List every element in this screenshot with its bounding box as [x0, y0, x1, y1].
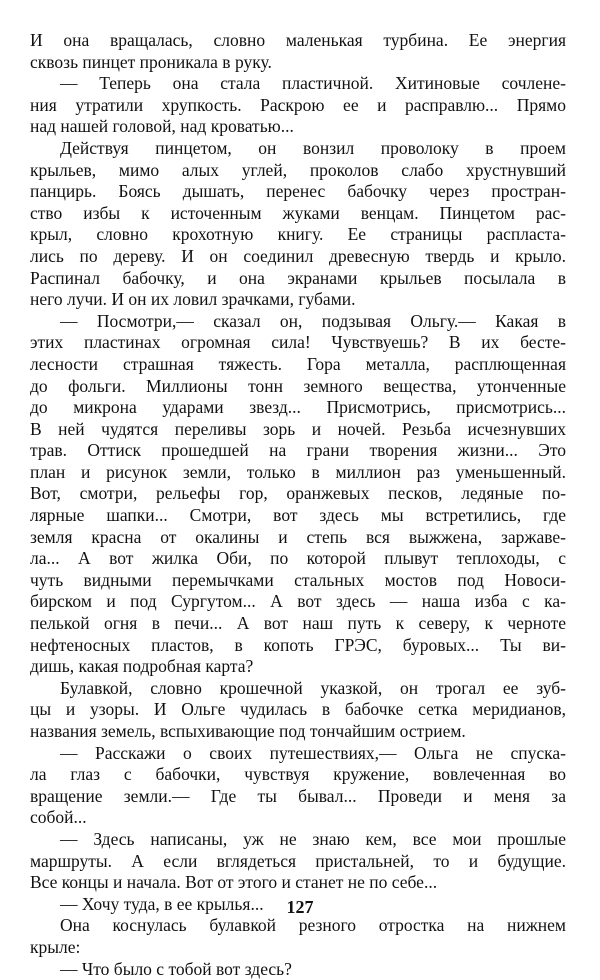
text-line: — Здесь написаны, уж не знаю кем, все мои прошлые	[60, 828, 566, 849]
text-line: собой...	[30, 807, 87, 828]
text-line: план и рисунок земли, только в миллион раз уменьшенный.	[30, 461, 566, 482]
text-line: трав. Оттиск прошедшей на грани творения жизни... Это	[30, 440, 566, 461]
paragraph	[30, 915, 566, 958]
text-line: Действуя пинцетом, он вонзил проволоку в проем	[60, 137, 566, 158]
text-line: — Хочу туда, в ее крылья...	[60, 893, 264, 914]
text-line: Она коснулась булавкой резного отростка на нижнем	[60, 915, 566, 936]
text-line: И она вращалась, словно маленькая турбина. Ее энергия	[30, 30, 566, 50]
text-line: крыл, словно крохотную книгу. Ее страницы распласта-	[30, 224, 566, 245]
paragraph	[30, 743, 566, 829]
text-line: сквозь пинцет проникала в руку.	[30, 51, 272, 72]
text-line: Вот, смотри, рельефы гор, оранжевых песков, ледяные по-	[30, 483, 566, 504]
text-line: Все концы и начала. Вот от этого и станет не по себе...	[30, 872, 438, 893]
text-line: него лучи. И он их ловил зрачками, губами.	[30, 289, 356, 310]
paragraph	[30, 73, 566, 138]
paragraph	[30, 829, 566, 894]
text-line: названия земель, вспыхивающие под тончайшим острием.	[30, 721, 466, 741]
text-line: — Что было с тобой вот здесь?	[60, 958, 292, 979]
text-line: лярные шапки... Смотри, вот здесь мы встретились, где	[30, 505, 566, 526]
text-line: над нашей головой, над кроватью...	[30, 116, 294, 137]
text-line: крыле:	[30, 936, 81, 957]
text-line: дишь, какая подробная карта?	[30, 656, 254, 677]
text-line: цы и узоры. И Ольге чудилась в бабочке сетка меридианов,	[30, 699, 566, 720]
paragraph	[30, 138, 566, 311]
text-line: В ней чудятся переливы зорь и ночей. Резьба исчезнувших	[30, 418, 566, 439]
paragraph	[30, 959, 566, 980]
text-line: панцирь. Боясь дышать, перенес бабочку через простран-	[30, 181, 566, 202]
paragraph	[30, 678, 566, 743]
text-line: — Расскажи о своих путешествиях,— Ольга не спуска-	[60, 742, 566, 763]
text-line: маршруты. А если вглядеться пристальней, то и будущие.	[30, 850, 566, 871]
text-line: лись по дереву. И он соединил древесную твердь и крыло.	[30, 245, 566, 266]
text-line: ла глаз с бабочки, чувствуя кружение, вовлеченная во	[30, 764, 566, 785]
text-line: пелькой огня в печи... А вот наш путь к северу, к черноте	[30, 613, 566, 634]
text-line: лесности страшная тяжесть. Гора металла, расплющенная	[30, 353, 566, 374]
text-line: ния утратили хрупкость. Раскрою ее и расправлю... Прямо	[30, 94, 566, 115]
text-line: Булавкой, словно крошечной указкой, он трогал ее зуб-	[60, 677, 566, 698]
text-line: земля красна от окалины и степь вся выжжена, заржаве-	[30, 526, 566, 547]
text-line: нефтеносных пластов, в копоть ГРЭС, буровых... Ты ви-	[30, 634, 566, 655]
page-number: 127	[286, 897, 314, 917]
text-line: Распинал бабочку, и она экранами крыльев посылала в	[30, 267, 566, 288]
text-line: до фольги. Миллионы тонн земного вещества, утонченные	[30, 375, 566, 396]
paragraph	[30, 30, 566, 73]
page-body-text	[30, 30, 566, 980]
text-line: ство избы к источенным жуками венцам. Пинцетом рас-	[30, 202, 566, 223]
text-line: — Теперь она стала пластичной. Хитиновые сочлене-	[60, 73, 566, 94]
text-line: бирском и под Сургутом... А вот здесь — наша изба с ка-	[30, 591, 566, 612]
paragraph	[30, 311, 566, 678]
text-line: до микрона ударами звезд... Присмотрись, присмотрись...	[30, 397, 566, 418]
text-line: — Посмотри,— сказал он, подзывая Ольгу.— Какая в	[60, 310, 566, 331]
text-line: крыльев, мимо алых углей, проколов слабо хрустнувший	[30, 159, 566, 180]
text-line: вращение земли.— Где ты бывал... Проведи и меня за	[30, 785, 566, 806]
text-line: чуть видными перемычками стальных мостов под Новоси-	[30, 569, 566, 590]
text-line: ла... А вот жилка Оби, по которой плывут теплоходы, с	[30, 548, 566, 569]
text-line: этих пластинах огромная сила! Чувствуешь? В их бесте-	[30, 332, 566, 353]
